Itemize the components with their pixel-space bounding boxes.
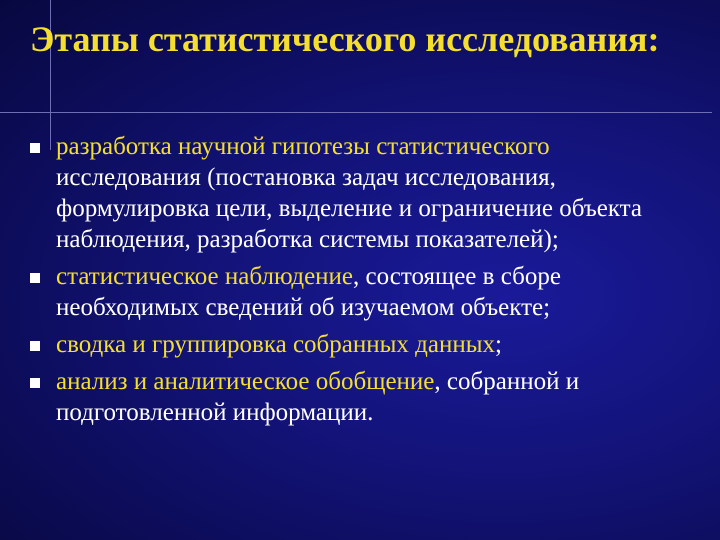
horizontal-decoration-line xyxy=(0,112,712,113)
bullet-text: , состоящее в сборе необходимых сведений об изучаемом объекте; xyxy=(56,263,561,321)
bullet-item xyxy=(24,261,694,323)
bullet-highlight-text: разработка научной гипотезы статистического xyxy=(56,133,550,160)
bullet-item xyxy=(24,329,694,360)
square-bullet-icon xyxy=(30,273,40,283)
bullet-highlight-text: анализ и аналитическое обобщение xyxy=(56,368,435,395)
bullet-text: , собранной и подготовленной информации. xyxy=(56,368,580,426)
bullet-text: исследования (постановка задач исследования, формулировка цели, выделение и ограничение объекта наблюдения, разработка системы показателей); xyxy=(56,164,643,253)
bullet-item xyxy=(24,366,694,428)
slide-title: Этапы статистического исследования: xyxy=(30,19,660,59)
bullet-item xyxy=(24,131,694,255)
bullet-text: ; xyxy=(495,331,502,358)
bullet-highlight-text: сводка и группировка собранных данных xyxy=(56,331,496,358)
square-bullet-icon xyxy=(30,143,40,153)
square-bullet-icon xyxy=(30,341,40,351)
bullet-list xyxy=(24,131,694,434)
bullet-highlight-text: статистическое наблюдение xyxy=(56,263,354,290)
square-bullet-icon xyxy=(30,378,40,388)
